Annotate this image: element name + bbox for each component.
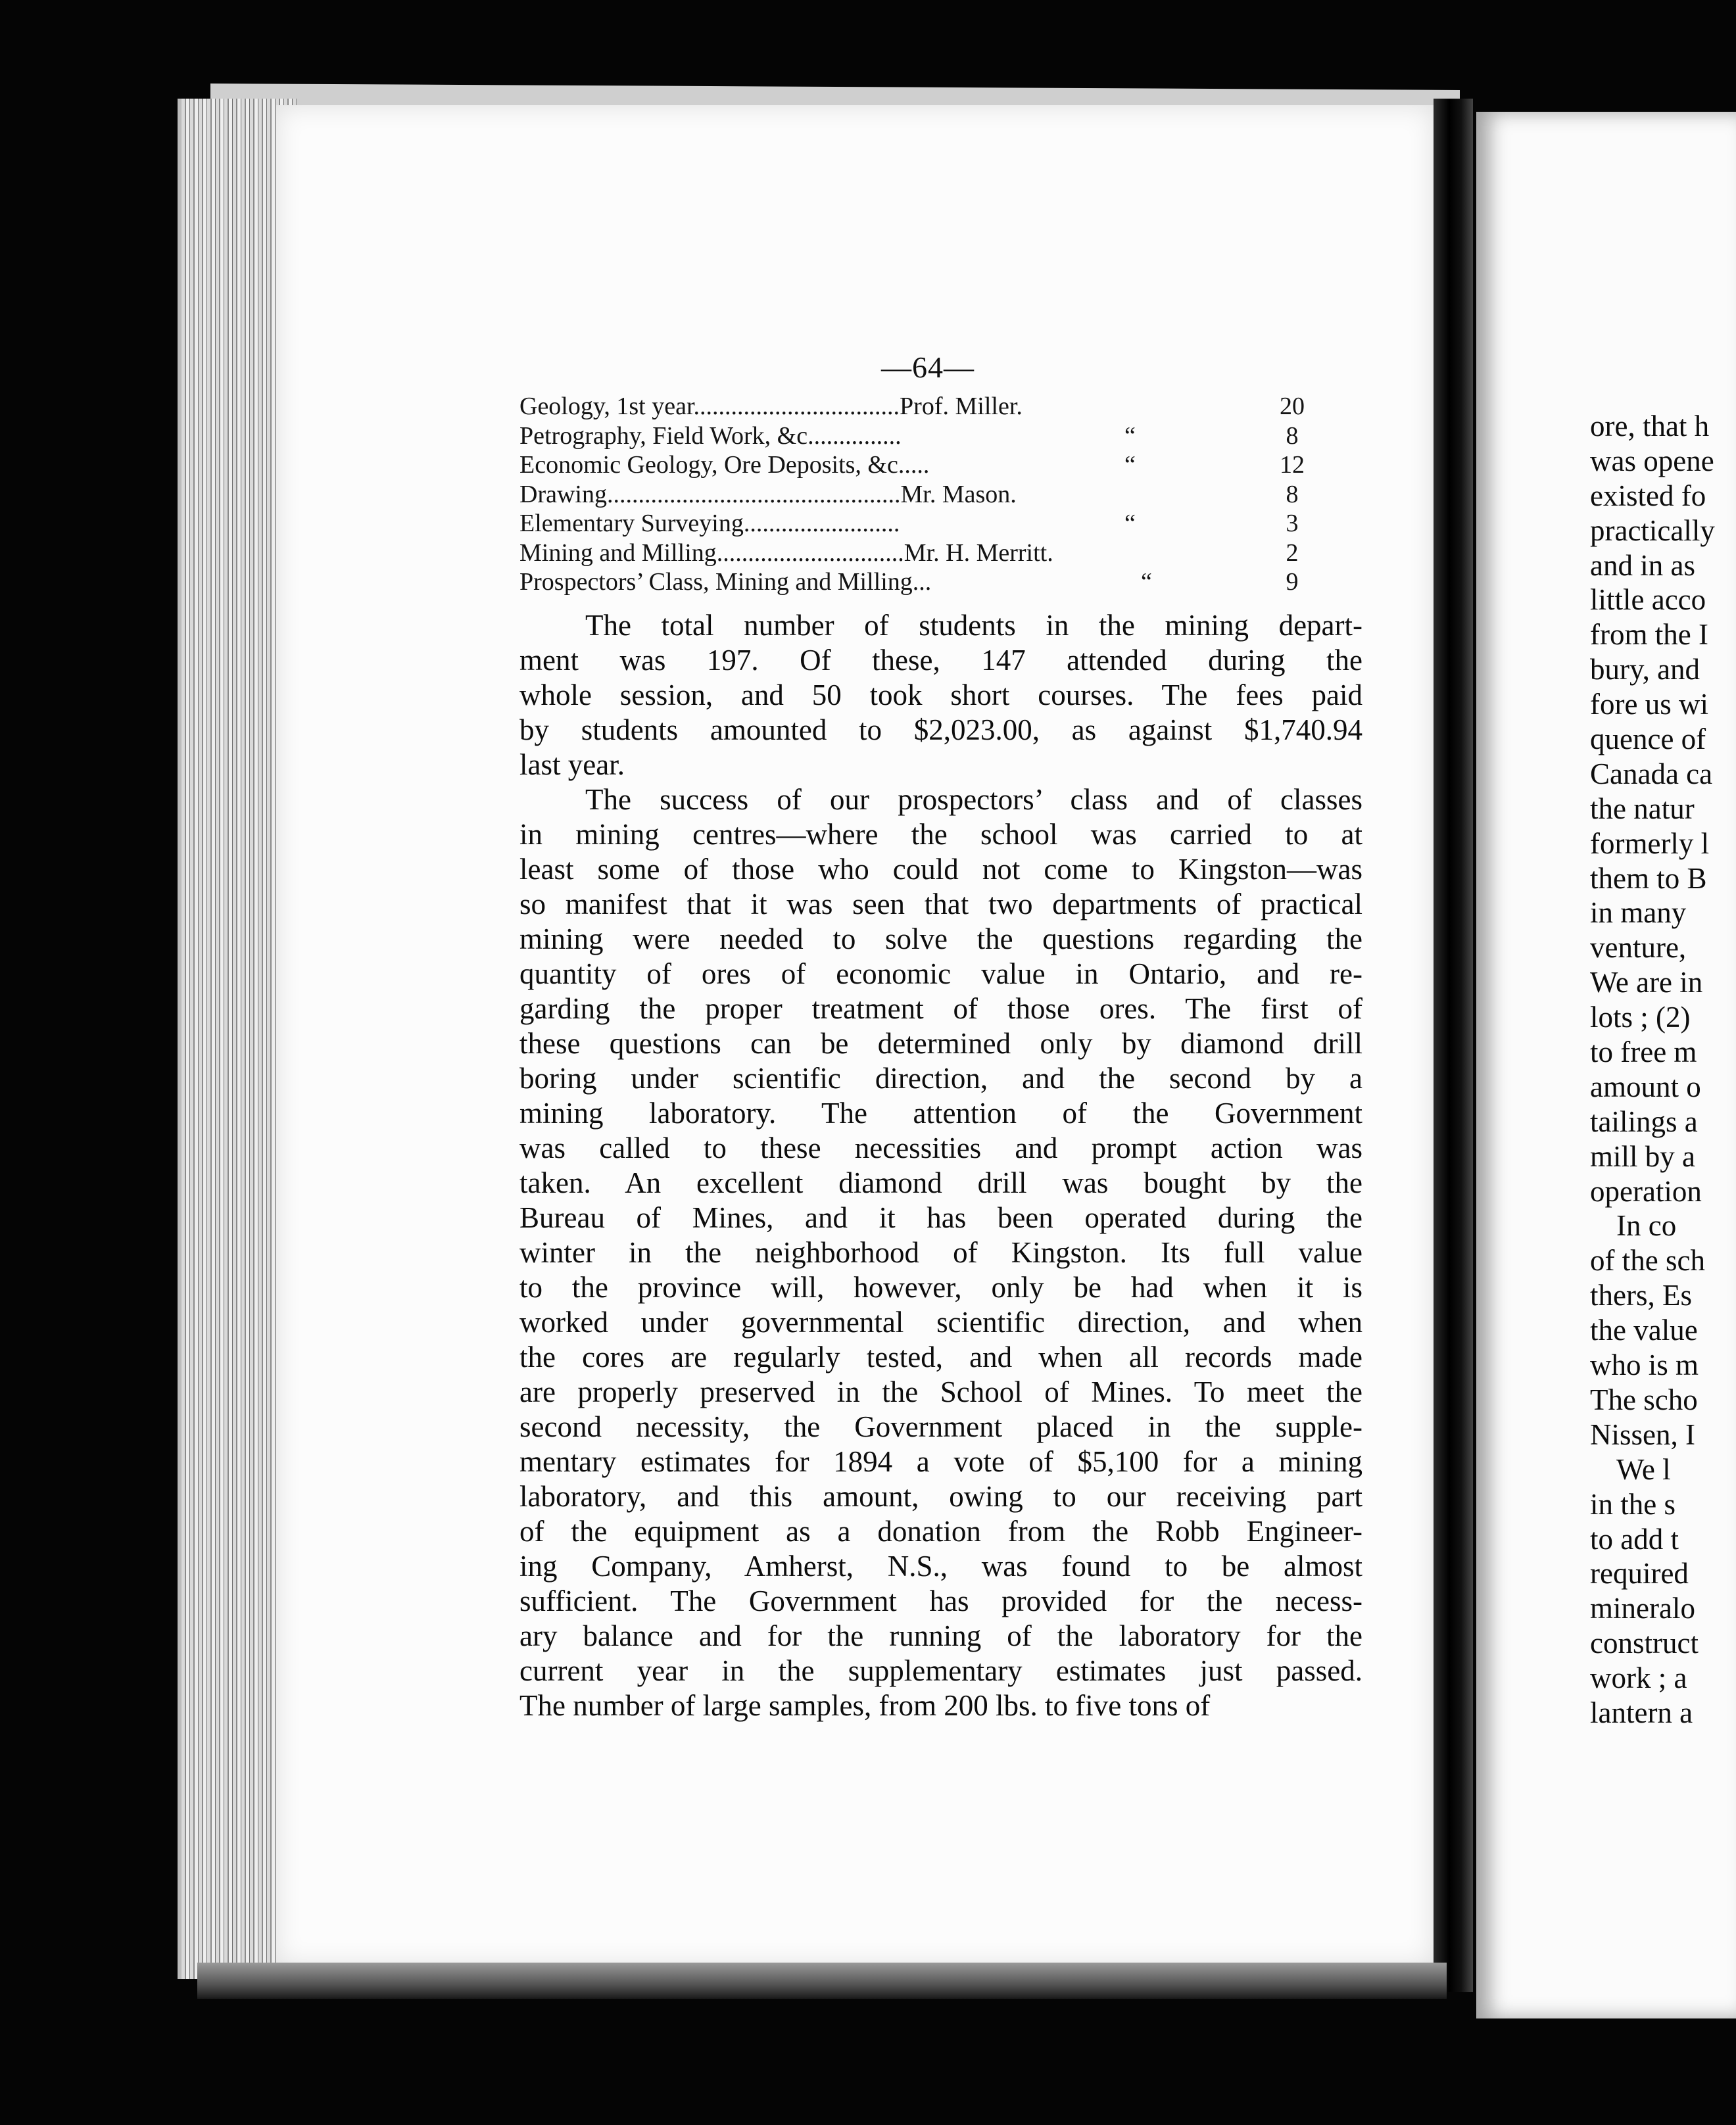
text-line: was opene: [1590, 444, 1714, 477]
course-count: 9: [1286, 568, 1299, 596]
text-line: the natur: [1590, 792, 1695, 825]
course-name: Drawing: [519, 480, 607, 508]
course-row: [519, 538, 1335, 568]
text-line: current year in the supplementary estimates just passed.: [519, 1654, 1362, 1687]
text-line: little acco: [1590, 583, 1706, 617]
course-count: 3: [1286, 510, 1299, 537]
text-line: of the equipment as a donation from the Robb Engineer-: [519, 1515, 1362, 1548]
text-line: ing Company, Amherst, N.S., was found to be almost: [519, 1550, 1362, 1583]
course-row: [519, 392, 1335, 421]
text-line: mining laboratory. The attention of the Government: [519, 1097, 1362, 1130]
course-instructor: “: [1124, 421, 1136, 450]
text-line: them to B: [1590, 861, 1707, 895]
dot-leader: .........................: [743, 510, 900, 537]
text-line: to add t: [1590, 1522, 1679, 1556]
course-instructor: “: [1124, 510, 1136, 537]
text-line: amount o: [1590, 1070, 1701, 1103]
text-line: these questions can be determined only by diamond drill: [519, 1027, 1362, 1060]
text-line: practically: [1590, 513, 1715, 547]
text-line: in many: [1590, 896, 1687, 930]
text-line: worked under governmental scientific direction, and when: [519, 1306, 1362, 1339]
dot-leader: ...............: [808, 421, 902, 450]
text-line: sufficient. The Government has provided for the necess-: [519, 1585, 1362, 1617]
course-count: 8: [1286, 480, 1299, 508]
dot-leader: ..............................: [716, 538, 904, 567]
text-line: by students amounted to $2,023.00, as against $1,740.94: [519, 713, 1362, 746]
text-line: from the I: [1590, 618, 1708, 652]
dot-leader: ...: [912, 568, 932, 596]
course-instructor: Mr. H. Merritt.: [904, 538, 1053, 567]
text-line: Canada ca: [1590, 757, 1713, 790]
text-line: We are in: [1590, 966, 1703, 999]
text-line: last year.: [519, 748, 625, 781]
course-instructor: “: [1141, 568, 1152, 596]
text-line: the cores are regularly tested, and when all records made: [519, 1341, 1362, 1373]
text-line: We l: [1616, 1452, 1671, 1486]
text-line: who is m: [1590, 1349, 1699, 1382]
text-line: of the sch: [1590, 1244, 1705, 1277]
course-instructor: Mr. Mason.: [900, 480, 1017, 508]
course-instructor: “: [1124, 451, 1136, 479]
text-line: operation: [1590, 1174, 1702, 1208]
text-line: quantity of ores of economic value in Ontario, and re-: [519, 957, 1362, 990]
course-list: [519, 392, 1335, 597]
course-count: 12: [1280, 451, 1305, 479]
text-line: work ; a: [1590, 1661, 1687, 1695]
text-line: second necessity, the Government placed in the supple-: [519, 1410, 1362, 1443]
text-line: fore us wi: [1590, 688, 1708, 721]
text-line: venture,: [1590, 931, 1687, 965]
course-row: [519, 567, 1335, 597]
text-line: whole session, and 50 took short courses. The fees paid: [519, 679, 1362, 711]
text-line: The scho: [1590, 1383, 1698, 1416]
text-line: in the s: [1590, 1487, 1676, 1521]
dot-leader: .....: [898, 451, 930, 479]
text-line: thers, Es: [1590, 1279, 1692, 1312]
course-row: [519, 480, 1335, 510]
text-line: mining were needed to solve the questions regarding the: [519, 922, 1362, 955]
course-instructor: Prof. Miller.: [900, 393, 1023, 420]
text-line: to free m: [1590, 1036, 1697, 1069]
course-count: 20: [1280, 393, 1305, 420]
text-line: was called to these necessities and prompt action was: [519, 1132, 1362, 1164]
book-bottom-edge: [197, 1963, 1447, 1999]
body-text: [519, 608, 1362, 1723]
text-line: and in as: [1590, 548, 1695, 582]
course-name: Geology, 1st year: [519, 393, 694, 420]
text-line: lots ; (2): [1590, 1001, 1691, 1034]
text-line: the value: [1590, 1314, 1698, 1347]
text-line: The success of our prospectors’ class and of classes: [585, 783, 1362, 816]
text-line: boring under scientific direction, and the second by a: [519, 1062, 1362, 1095]
text-line: ment was 197. Of these, 147 attended during the: [519, 644, 1362, 677]
text-line: existed fo: [1590, 479, 1706, 512]
course-row: [519, 421, 1335, 451]
text-line: mentary estimates for 1894 a vote of $5,100 for a mining: [519, 1445, 1362, 1478]
text-line: garding the proper treatment of those ores. The first of: [519, 992, 1362, 1025]
text-line: Nissen, I: [1590, 1418, 1695, 1451]
dot-leader: .................................: [693, 393, 900, 420]
text-line: ore, that h: [1590, 410, 1710, 442]
text-line: formerly l: [1590, 826, 1710, 860]
text-line: least some of those who could not come to Kingston—was: [519, 853, 1362, 886]
text-line: so manifest that it was seen that two departments of practical: [519, 888, 1362, 920]
course-name: Economic Geology, Ore Deposits, &c: [519, 451, 898, 479]
text-line: tailings a: [1590, 1105, 1698, 1138]
text-line: The total number of students in the mining depart-: [585, 609, 1362, 642]
text-line: required: [1590, 1557, 1689, 1590]
course-count: 8: [1286, 421, 1299, 450]
text-line: Bureau of Mines, and it has been operated during the: [519, 1201, 1362, 1234]
page-number: —64—: [881, 350, 975, 384]
text-line: mill by a: [1590, 1139, 1695, 1173]
text-line: ary balance and for the running of the laboratory for the: [519, 1619, 1362, 1652]
book-gutter: [1434, 99, 1473, 1992]
text-line: taken. An excellent diamond drill was bought by the: [519, 1166, 1362, 1199]
course-name: Petrography, Field Work, &c: [519, 421, 808, 450]
course-row: [519, 450, 1335, 480]
course-name: Elementary Surveying: [519, 510, 744, 537]
text-line: bury, and: [1590, 653, 1700, 686]
text-line: laboratory, and this amount, owing to our receiving part: [519, 1480, 1362, 1513]
course-name: Mining and Milling: [519, 538, 717, 567]
text-line: quence of: [1590, 723, 1706, 756]
text-line: to the province will, however, only be had when it is: [519, 1271, 1362, 1304]
course-name: Prospectors’ Class, Mining and Milling: [519, 568, 913, 596]
course-count: 2: [1286, 538, 1299, 567]
right-page-text: [1590, 409, 1715, 1731]
text-line: in mining centres—where the school was carried to at: [519, 818, 1362, 851]
text-line: The number of large samples, from 200 lbs. to five tons of: [519, 1689, 1211, 1722]
text-line: mineralo: [1590, 1592, 1695, 1625]
course-row: [519, 509, 1335, 538]
dot-leader: ...............................................: [606, 480, 901, 508]
text-line: lantern a: [1590, 1696, 1693, 1729]
text-line: winter in the neighborhood of Kingston. Its full value: [519, 1236, 1362, 1269]
text-line: are properly preserved in the School of Mines. To meet the: [519, 1375, 1362, 1408]
text-line: construct: [1590, 1627, 1699, 1660]
text-line: In co: [1616, 1209, 1677, 1243]
